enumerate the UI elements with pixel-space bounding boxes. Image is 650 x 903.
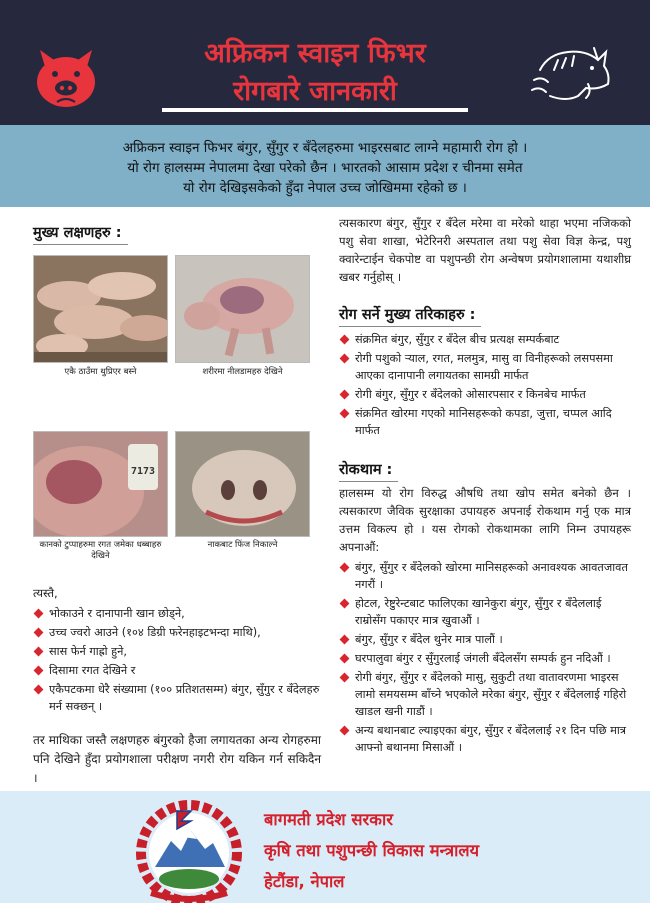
footer-province: बागमती प्रदेश सरकार [264,810,393,829]
prevention-intro: हालसम्म यो रोग विरुद्ध औषधि तथा खोप समेत बनेको छैन । त्यसकारण जैविक सुरक्षाका उपायहरु अपनाई रोकथाम गर्नु एक मात्र उत्तम विकल्प हो । यस रोगको रोकथामका लागि निम्न उपायहरू अपनाऔं: [339,486,631,554]
caption-ear: कानको टुप्पाहरुमा रगत जमेका धब्बाहरु देखिने [39,540,162,561]
photo-foamy-snout [175,431,310,537]
symptoms-title: मुख्य लक्षणहरु : [33,222,128,245]
spread-title: रोग सर्ने मुख्य तरिकाहरु : [339,304,481,327]
symptom-photos [33,255,321,561]
list-item: संक्रमित खोरमा गएको मानिसहरूको कपडा, जुत्ता, चप्पल आदि मार्फत [339,405,631,439]
list-item: उच्च ज्वरो आउने (१०४ डिग्री फरेनहाइटभन्दा माथि), [33,624,321,641]
intro-line-2: यो रोग हालसम्म नेपालमा देखा परेको छैन । भारतको आसाम प्रदेश र चीनमा समेत [127,160,523,176]
list-item: एकैपटकमा धेरै संख्यामा (१०० प्रतिशतसम्म) बंगुर, सुँगुर र बँदेलहरु मर्न सक्छन् । [33,681,321,715]
spread-list [339,331,631,439]
sad-pig-face-icon [30,44,102,108]
ear-tag-number: 7173 [131,466,156,477]
left-column [33,212,321,788]
caption-huddled: एकै ठाउँमा थुप्रिएर बस्ने [64,367,137,377]
list-item: बंगुर, सुँगुर र बँदेल थुनेर मात्र पालौं । [339,631,631,648]
nepal-government-emblem-icon [133,797,245,903]
photo-bluish-skin [175,255,310,363]
title-line-1: अफ्रिकन स्वाइन फिभर [204,38,426,69]
list-item: बंगुर, सुँगुर र बँदेलको खोरमा मानिसहरूको अनावश्यक आवतजावत नगरौं । [339,559,631,593]
intro-line-1: अफ्रिकन स्वाइन फिभर बंगुर, सुँगुर र बँदेलहरुमा भाइरसबाट लाग्ने महामारी रोग हो । [122,140,528,156]
list-item: रोगी पशुको र्‍याल, रगत, मलमुत्र, मासु वा विनीहरूको लसपसमा आएका दानापानी लगायतका सामग्री मार्फत [339,350,631,384]
symptom-list-block [33,585,321,788]
intro-band [0,125,650,207]
reporting-paragraph: त्यसकारण बंगुर, सुँगुर र बँदेल मरेमा वा मरेको थाहा भएमा नजिकको पशु सेवा शाखा, भेटेरिनरी अस्पताल तथा पशु सेवा विज्ञ केन्द्र, पशु क्वारेन्टाईन चेकपोष्ट वा पशुपन्छी रोग अन्वेषण प्रयोगशालामा यथाशीघ्र खबर गर्नुहोस् । [339,216,631,284]
list-item: रोगी बंगुर, सुँगुर र बँदेलको मासु, सुकुटी तथा वातावरणमा भाइरस लामो समयसम्म बाँच्ने भएकोले मरेका बंगुर, सुँगुर र बँदेललाई गहिरो खाडल खनी गाडौं । [339,669,631,720]
wild-boar-sketch-icon [528,40,614,110]
list-item: सास फेर्न गाह्रो हुने, [33,643,321,660]
symptoms-intro-word: त्यस्तै, [33,586,58,600]
footer-ministry: कृषि तथा पशुपन्छी विकास मन्त्रालय [264,841,480,860]
footer-location: हेटौंडा, नेपाल [264,872,345,891]
symptom-list [33,605,321,715]
list-item: घरपालुवा बंगुर र सुँगुरलाई जंगली बँदेलसँग सम्पर्क हुन नदिऔं । [339,650,631,667]
prevention-list [339,559,631,756]
list-item: रोगी बंगुर, सुँगुर र बँदेलको ओसारपसार र किनबेच मार्फत [339,386,631,403]
list-item: भोकाउने र दानापानी खान छोड्ने, [33,605,321,622]
photo-ear-tag [33,431,168,537]
list-item: संक्रमित बंगुर, सुँगुर र बँदेल बीच प्रत्यक्ष सम्पर्कबाट [339,331,631,348]
title-line-2: रोगबारे जानकारी [233,76,397,107]
caption-snout: नाकबाट फिंज निकाल्ने [207,540,278,550]
list-item: होटल, रेष्टुरेन्टबाट फालिएका खानेकुरा बंगुर, सुँगुर र बँदेललाई राम्रोसँग पकाएर मात्र खुवाऔं । [339,595,631,629]
photo-huddled-pigs [33,255,168,363]
intro-line-3: यो रोग देखिइसकेको हुँदा नेपाल उच्च जोखिममा रहेको छ । [183,180,467,196]
prevention-title: रोकथाम : [339,459,398,482]
caption-bluish: शरीरमा नीलडामहरु देखिने [202,367,283,377]
list-item: अन्य बथानबाट ल्याइएका बंगुर, सुँगुर र बँदेललाई २१ दिन पछि मात्र आफ्नो बथानमा मिसाऔं । [339,722,631,756]
right-column [339,212,631,758]
lab-test-note: तर माथिका जस्तै लक्षणहरु बंगुरको हैजा लगायतका अन्य रोगहरुमा पनि देखिने हुँदा प्रयोगशाला परीक्षण नगरी रोग यकिन गर्न सकिदैन । [33,733,321,785]
list-item: दिसामा रगत देखिने र [33,662,321,679]
title-underline [162,108,468,112]
